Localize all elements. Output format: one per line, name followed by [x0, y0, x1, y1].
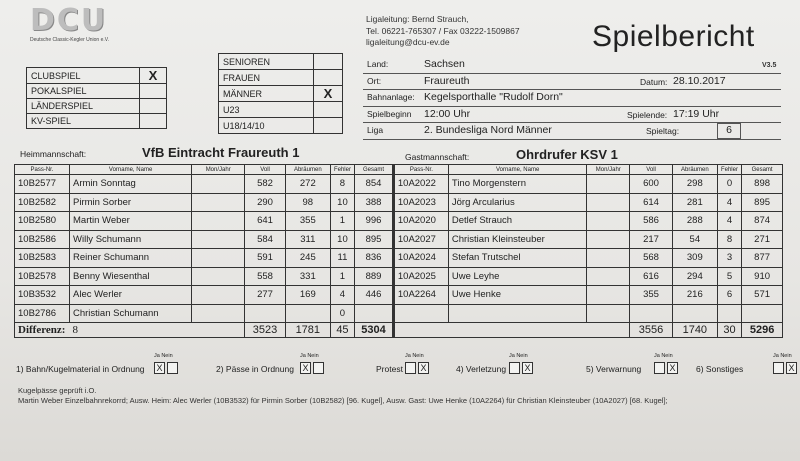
home-cell: 388 — [355, 193, 394, 212]
guest-cell: 217 — [630, 230, 673, 249]
home-cell: 331 — [285, 267, 330, 286]
guest-total-spacer — [393, 323, 629, 338]
guest-cell: 614 — [630, 193, 673, 212]
check-box-ja[interactable] — [509, 362, 520, 374]
home-cell: 10B2582 — [15, 193, 70, 212]
category-row — [219, 86, 343, 102]
game-type-mark — [140, 114, 167, 129]
game-type-mark — [140, 99, 167, 114]
contact-line-3: ligaleitung@dcu-ev.de — [366, 37, 450, 47]
column-header-guest: Fehler — [717, 165, 741, 175]
check-label: 6) Sonstiges — [696, 364, 744, 374]
column-header-guest: Voll — [630, 165, 673, 175]
guest-cell: Uwe Leyhe — [448, 267, 587, 286]
home-cell: 895 — [355, 230, 394, 249]
check-box-nein[interactable]: X — [667, 362, 678, 374]
difference-label: Differenz: — [18, 324, 66, 336]
category-mark: X — [314, 86, 343, 102]
home-cell: 558 — [245, 267, 286, 286]
yes-no-header: Ja Nein — [300, 353, 319, 359]
table-row — [15, 304, 783, 323]
home-cell: Pirmin Sorber — [70, 193, 192, 212]
check-label: 1) Bahn/Kugelmaterial in Ordnung — [16, 364, 145, 374]
guest-cell: Tino Morgenstern — [448, 175, 587, 194]
guest-total-fehler: 30 — [717, 323, 741, 338]
column-header-guest: Mon/Jahr — [587, 165, 630, 175]
guest-cell: 10A2022 — [393, 175, 448, 194]
category-label: U18/14/10 — [219, 118, 314, 134]
guest-cell: 10A2024 — [393, 249, 448, 268]
ende-label: Spielende: — [627, 109, 668, 120]
category-row — [219, 54, 343, 70]
guest-cell: 600 — [630, 175, 673, 194]
game-type-row — [27, 84, 167, 99]
home-cell: 1 — [330, 212, 354, 231]
guest-cell: 8 — [717, 230, 741, 249]
guest-cell — [448, 304, 587, 323]
home-total-voll: 3523 — [245, 323, 286, 338]
home-cell: 10B2578 — [15, 267, 70, 286]
home-cell — [192, 193, 245, 212]
home-cell: 584 — [245, 230, 286, 249]
remark-line-1: Kugelpässe geprüft i.O. — [18, 386, 97, 395]
guest-cell — [393, 304, 448, 323]
guest-cell: 10A2264 — [393, 286, 448, 305]
column-header-home: Fehler — [330, 165, 354, 175]
home-total-abraeumen: 1781 — [285, 323, 330, 338]
guest-cell: 874 — [742, 212, 783, 231]
guest-total-gesamt: 5296 — [742, 323, 783, 338]
game-type-row — [27, 114, 167, 129]
home-cell: 641 — [245, 212, 286, 231]
home-cell: Willy Schumann — [70, 230, 192, 249]
check-box-ja[interactable]: X — [300, 362, 311, 374]
ort-label: Ort: — [367, 75, 382, 86]
guest-cell: 216 — [672, 286, 717, 305]
spieltag-value: 6 — [717, 123, 741, 139]
guest-cell: 616 — [630, 267, 673, 286]
guest-cell: 910 — [742, 267, 783, 286]
home-cell: 10 — [330, 193, 354, 212]
check-label: 5) Verwarnung — [586, 364, 642, 374]
home-cell: 355 — [285, 212, 330, 231]
match-info — [363, 57, 781, 140]
check-label: 2) Pässe in Ordnung — [216, 364, 294, 374]
guest-cell: 10A2027 — [393, 230, 448, 249]
home-cell: Alec Werler — [70, 286, 192, 305]
home-cell — [192, 249, 245, 268]
liga-label: Liga — [367, 125, 384, 135]
guest-cell: 309 — [672, 249, 717, 268]
info-row-ort — [363, 74, 781, 91]
category-label: SENIOREN — [219, 54, 314, 70]
home-total-fehler: 45 — [330, 323, 354, 338]
datum-value: 28.10.2017 — [673, 74, 726, 87]
guest-cell: 898 — [742, 175, 783, 194]
home-cell: 836 — [355, 249, 394, 268]
ende-value: 17:19 Uhr — [673, 107, 720, 120]
check-label: 4) Verletzung — [456, 364, 507, 374]
home-team-name: VfB Eintracht Fraureuth 1 — [142, 145, 300, 160]
guest-team-name: Ohrdrufer KSV 1 — [516, 147, 618, 162]
home-cell: Christian Schumann — [70, 304, 192, 323]
column-header-guest: Vorname, Name — [448, 165, 587, 175]
home-cell: 4 — [330, 286, 354, 305]
home-cell: Benny Wiesenthal — [70, 267, 192, 286]
home-cell: 582 — [245, 175, 286, 194]
guest-cell — [742, 304, 783, 323]
bahn-value: Kegelsporthalle "Rudolf Dorn" — [424, 91, 563, 103]
results-table — [14, 164, 783, 338]
guest-cell: 586 — [630, 212, 673, 231]
home-cell — [192, 230, 245, 249]
home-cell: 290 — [245, 193, 286, 212]
spieltag-label: Spieltag: — [646, 126, 680, 136]
bahn-label: Bahnanlage: — [367, 92, 415, 102]
yes-no-header: Ja Nein — [654, 353, 673, 359]
category-row — [219, 102, 343, 118]
guest-cell: 4 — [717, 212, 741, 231]
page-title: Spielbericht — [592, 20, 755, 53]
guest-cell: 10A2025 — [393, 267, 448, 286]
guest-cell — [587, 175, 630, 194]
home-cell: 169 — [285, 286, 330, 305]
home-cell: 1 — [330, 267, 354, 286]
check-box-nein[interactable] — [167, 362, 178, 374]
column-header-home: Vorname, Name — [70, 165, 192, 175]
home-cell — [355, 304, 394, 323]
contact-line-2: Tel. 06221-765307 / Fax 03222-1509867 — [366, 25, 520, 36]
home-cell: 10B2583 — [15, 249, 70, 268]
yes-no-header: Ja Nein — [405, 353, 424, 359]
home-cell: 10 — [330, 230, 354, 249]
home-cell: 446 — [355, 286, 394, 305]
column-header-home: Pass-Nr. — [15, 165, 70, 175]
game-type-label: KV-SPIEL — [27, 114, 140, 129]
category-label: MÄNNER — [219, 86, 314, 102]
home-cell — [192, 304, 245, 323]
logo-mark: DCU — [30, 3, 108, 38]
info-row-beginn — [363, 107, 781, 124]
guest-cell: 294 — [672, 267, 717, 286]
home-cell — [285, 304, 330, 323]
guest-cell: 0 — [717, 175, 741, 194]
home-cell: 996 — [355, 212, 394, 231]
game-type-table — [26, 67, 167, 129]
game-type-label: POKALSPIEL — [27, 84, 140, 99]
category-label: FRAUEN — [219, 70, 314, 86]
guest-cell — [587, 193, 630, 212]
category-row — [219, 118, 343, 134]
guest-cell: Uwe Henke — [448, 286, 587, 305]
category-mark — [314, 70, 343, 86]
contact-line-1: Ligaleitung: Bernd Strauch, — [366, 14, 469, 24]
home-cell: 272 — [285, 175, 330, 194]
home-cell: 889 — [355, 267, 394, 286]
game-type-row — [27, 68, 167, 84]
home-cell — [192, 286, 245, 305]
liga-value: 2. Bundesliga Nord Männer — [424, 124, 552, 136]
home-cell — [245, 304, 286, 323]
guest-cell: Jörg Arcularius — [448, 193, 587, 212]
guest-cell: 571 — [742, 286, 783, 305]
category-table — [218, 53, 343, 134]
guest-cell: 895 — [742, 193, 783, 212]
info-row-land — [363, 57, 781, 74]
category-label: U23 — [219, 102, 314, 118]
guest-cell — [587, 304, 630, 323]
totals-row — [15, 323, 783, 338]
guest-team-label: Gastmannschaft: — [405, 152, 470, 162]
guest-cell: 54 — [672, 230, 717, 249]
league-contact — [366, 14, 520, 49]
dcu-logo — [30, 3, 110, 43]
check-label: Protest — [376, 364, 403, 374]
results-header-row — [15, 165, 783, 175]
guest-cell: 3 — [717, 249, 741, 268]
guest-cell — [587, 286, 630, 305]
guest-cell — [587, 212, 630, 231]
guest-cell: 877 — [742, 249, 783, 268]
land-value: Sachsen — [424, 58, 465, 70]
check-box-ja[interactable]: X — [154, 362, 165, 374]
home-cell: 11 — [330, 249, 354, 268]
home-cell: 10B2577 — [15, 175, 70, 194]
table-row — [15, 286, 783, 305]
guest-cell: 288 — [672, 212, 717, 231]
difference-value: 8 — [72, 324, 78, 336]
remarks — [18, 386, 668, 406]
home-cell: 10B2786 — [15, 304, 70, 323]
check-box-ja[interactable] — [773, 362, 784, 374]
guest-cell: 568 — [630, 249, 673, 268]
home-cell: 8 — [330, 175, 354, 194]
guest-total-abraeumen: 1740 — [672, 323, 717, 338]
check-box-nein[interactable] — [313, 362, 324, 374]
home-cell: 245 — [285, 249, 330, 268]
guest-cell: 5 — [717, 267, 741, 286]
info-row-liga — [363, 123, 781, 140]
game-type-mark: X — [140, 68, 167, 84]
column-header-guest: Gesamt — [742, 165, 783, 175]
home-cell: 277 — [245, 286, 286, 305]
yes-no-header: Ja Nein — [773, 353, 792, 359]
ort-value: Fraureuth — [424, 74, 470, 87]
category-mark — [314, 118, 343, 134]
column-header-guest: Abräumen — [672, 165, 717, 175]
guest-cell — [587, 267, 630, 286]
guest-cell — [630, 304, 673, 323]
guest-cell: 271 — [742, 230, 783, 249]
check-box-nein[interactable]: X — [786, 362, 797, 374]
remark-line-2: Martin Weber Einzelbahnrekorrd; Ausw. Heim: Alec Werler (10B3532) für Pirmin Sorber (10B2582) [96. Kugel], Ausw. Gast: Uwe Henke (10A2264) für Christian Kleinsteuber (10A2027) [68. Kugel]; — [18, 396, 668, 405]
home-cell: 10B2586 — [15, 230, 70, 249]
datum-label: Datum: — [640, 76, 668, 87]
guest-cell — [672, 304, 717, 323]
land-label: Land: — [367, 59, 389, 69]
table-row — [15, 267, 783, 286]
home-cell — [192, 267, 245, 286]
check-box-nein[interactable]: X — [522, 362, 533, 374]
column-header-home: Abräumen — [285, 165, 330, 175]
home-cell: 854 — [355, 175, 394, 194]
game-type-label: LÄNDERSPIEL — [27, 99, 140, 114]
column-header-guest: Pass-Nr. — [393, 165, 448, 175]
beginn-value: 12:00 Uhr — [424, 107, 471, 120]
guest-cell: Stefan Trutschel — [448, 249, 587, 268]
table-row — [15, 193, 783, 212]
home-cell: 311 — [285, 230, 330, 249]
home-cell: 0 — [330, 304, 354, 323]
table-row — [15, 230, 783, 249]
home-cell: 98 — [285, 193, 330, 212]
column-header-home: Gesamt — [355, 165, 394, 175]
home-cell: 591 — [245, 249, 286, 268]
table-row — [15, 175, 783, 194]
info-row-bahn — [363, 90, 781, 107]
guest-cell: 6 — [717, 286, 741, 305]
check-box-ja[interactable] — [654, 362, 665, 374]
guest-cell — [717, 304, 741, 323]
game-type-label: CLUBSPIEL — [27, 68, 140, 84]
home-total-gesamt: 5304 — [355, 323, 394, 338]
guest-cell: 4 — [717, 193, 741, 212]
column-header-home: Voll — [245, 165, 286, 175]
home-cell — [192, 175, 245, 194]
home-team-label: Heimmannschaft: — [20, 149, 87, 159]
guest-total-voll: 3556 — [630, 323, 673, 338]
home-cell: Reiner Schumann — [70, 249, 192, 268]
yes-no-header: Ja Nein — [509, 353, 528, 359]
guest-cell: 281 — [672, 193, 717, 212]
home-cell — [192, 212, 245, 231]
category-mark — [314, 102, 343, 118]
table-row — [15, 212, 783, 231]
check-box-ja[interactable] — [405, 362, 416, 374]
check-box-nein[interactable]: X — [418, 362, 429, 374]
game-type-row — [27, 99, 167, 114]
table-row — [15, 249, 783, 268]
guest-cell: 10A2020 — [393, 212, 448, 231]
guest-cell: 298 — [672, 175, 717, 194]
difference-cell — [15, 323, 245, 338]
guest-cell: 10A2023 — [393, 193, 448, 212]
home-cell: Armin Sonntag — [70, 175, 192, 194]
guest-cell — [587, 249, 630, 268]
form-version: V3.5 — [762, 62, 777, 69]
yes-no-header: Ja Nein — [154, 353, 173, 359]
home-cell: 10B3532 — [15, 286, 70, 305]
beginn-label: Spielbeginn — [367, 108, 412, 119]
guest-cell — [587, 230, 630, 249]
column-header-home: Mon/Jahr — [192, 165, 245, 175]
category-row — [219, 70, 343, 86]
logo-subtitle: Deutsche Classic-Kegler Union e.V. — [30, 37, 110, 43]
guest-cell: Christian Kleinsteuber — [448, 230, 587, 249]
game-type-mark — [140, 84, 167, 99]
category-mark — [314, 54, 343, 70]
guest-cell: Detlef Strauch — [448, 212, 587, 231]
guest-cell: 355 — [630, 286, 673, 305]
home-cell: 10B2580 — [15, 212, 70, 231]
home-cell: Martin Weber — [70, 212, 192, 231]
